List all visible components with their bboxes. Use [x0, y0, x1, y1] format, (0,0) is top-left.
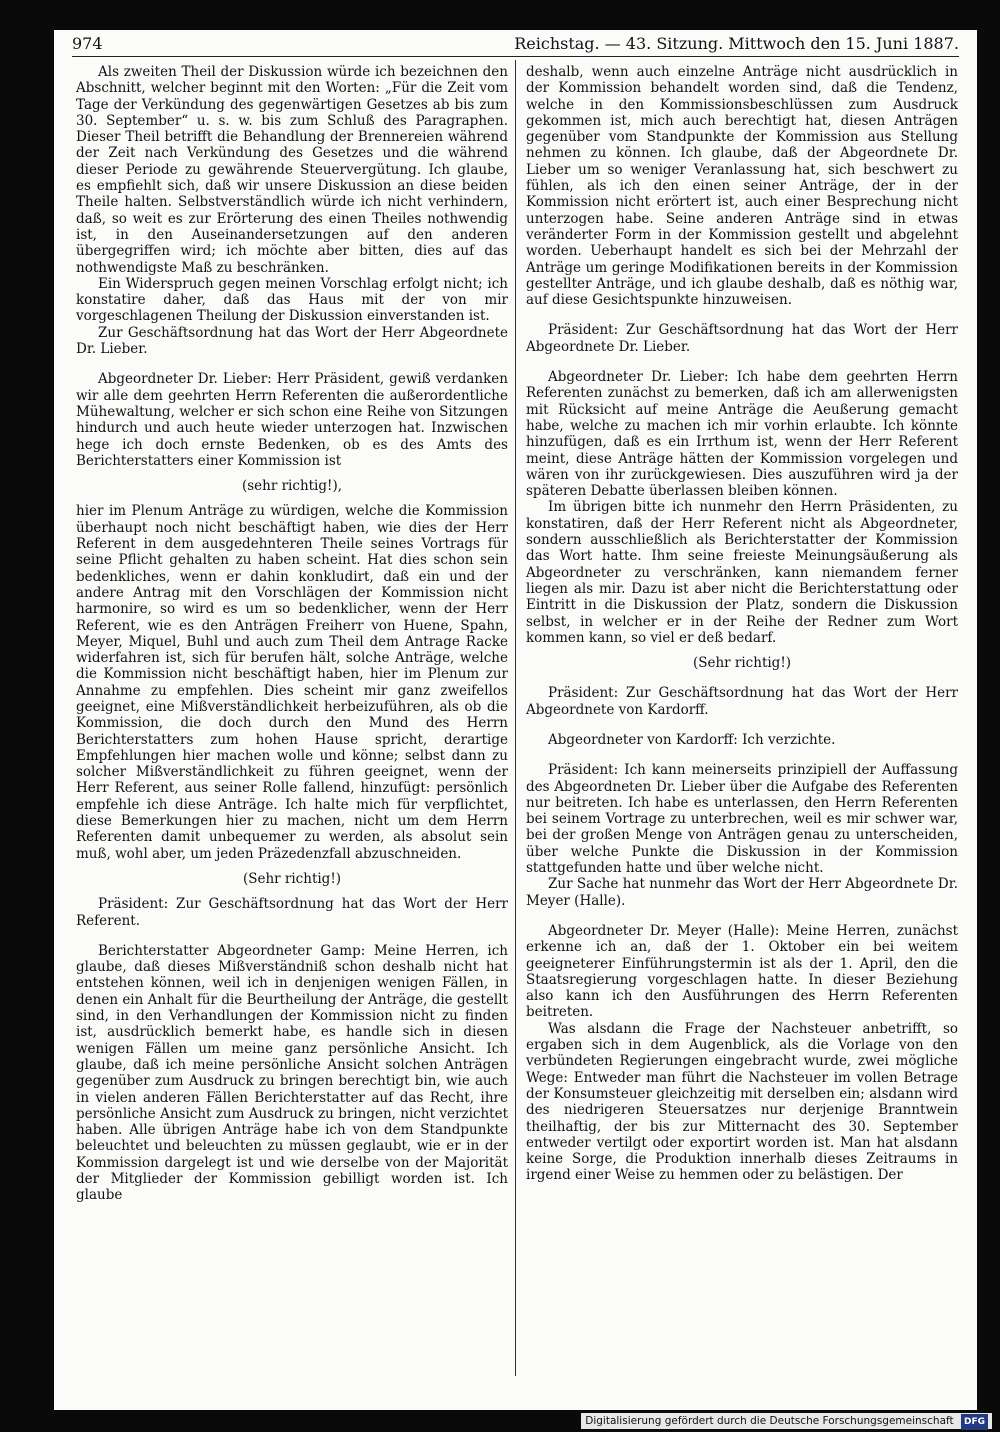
- interjection: (Sehr richtig!): [692, 655, 792, 672]
- funding-footer: [581, 1413, 992, 1429]
- paragraph: Abgeordneter Dr. Lieber: Herr Präsident, gewiß verdanken wir alle dem geehrten Herrn Referenten die außerordentliche Mühewaltung, welcher er sich schon eine Reihe von Sitzungen hindurch und auch heute wieder unterzogen hat. Inzwischen hege ich doch ernste Bedenken, ob es des Amts des Berichterstatters einer Kommission ist: [76, 371, 508, 469]
- paragraph: hier im Plenum Anträge zu würdigen, welche die Kommission überhaupt noch nicht beschäftigt haben, wie dies der Herr Referent in dem ausgedehnteren Theile seines Vortrags für seine Pflicht gehalten zu haben scheint. Hat dies schon sein bedenkliches, wenn er dahin konkludirt, daß ein und der andere Antrag mit den Vorschlägen der Kommission nicht harmonire, so wird es um so bedenklicher, wenn der Herr Referent, wie es den Anträgen Freiherr von Huene, Spahn, Meyer, Miquel, Buhl und auch zum Theil dem Antrage Racke widerfahren ist, sich für berufen hält, solche Anträge, welche die Kommission nicht beschäftigt haben, hier im Plenum zur Annahme zu empfehlen. Dies scheint mir ganz zweifellos geeignet, eine Mißverständlichkeit herbeizuführen, als ob die Kommission, die doch durch den Mund des Herrn Berichterstatters zum hohen Hause spricht, derartige Empfehlungen hier machen wolle und könne; selbst dann zu solcher Mißverständlichkeit zu führen geeignet, wenn der Herr Referent, aus seiner Rolle fallend, hinzufügt: persönlich empfehle ich diese Anträge. Ich halte mich für verpflichtet, diese Bemerkungen hier zu machen, nicht um dem Herrn Referenten damit unbequemer zu werden, als absolut sein muß, wohl aber, um jeden Präzedenzfall abzuschneiden.: [76, 503, 508, 862]
- page-header: [72, 33, 959, 55]
- paragraph: Berichterstatter Abgeordneter Gamp: Meine Herren, ich glaube, daß dieses Mißverständniß schon deshalb nicht hat entstehen können, weil ich in denjenigen wenigen Fällen, in denen ein Anhalt für die Beurtheilung der Anträge, die gestellt sind, in den Verhandlungen der Kommission nicht zu finden ist, ausdrücklich bemerkt habe, es handle sich in diesen wenigen Fällen um meine ganz persönliche Ansicht. Ich glaube, daß ich meine persönliche Ansicht solchen Anträgen gegenüber zum Ausdruck zu bringen berechtigt bin, wie auch in vielen anderen Fällen Berichterstatter auf das Recht, ihre persönliche Ansicht zum Ausdruck zu bringen, nicht verzichtet haben. Alle übrigen Anträge habe ich von dem Standpunkte beleuchtet und beleuchten zu müssen geglaubt, wie er in der Kommission dargelegt ist und wie derselbe von der Majorität der Mitglieder der Kommission gebilligt worden ist. Ich glaube: [76, 942, 508, 1204]
- paragraph: Abgeordneter Dr. Lieber: Ich habe dem geehrten Herrn Referenten zunächst zu bemerken, daß ich am allerwenigsten mit Rücksicht auf meine Anträge die Aeußerung gemacht habe, welche zu machen ich mir vorhin erlaubte. Ich könnte hinzufügen, daß es ein Irrthum ist, wenn der Herr Referent meint, diese Anträge hätten der Kommission vorgelegen und wären von ihr zurückgewiesen. Dies auszuführen wird ja der späteren Debatte überlassen bleiben können.: [526, 369, 958, 500]
- header-rule: [72, 56, 959, 57]
- column-divider: [515, 60, 516, 1376]
- page-title: Reichstag. — 43. Sitzung. Mittwoch den 15. Juni 1887.: [514, 34, 959, 53]
- paragraph: Ein Widerspruch gegen meinen Vorschlag erfolgt nicht; ich konstatire daher, daß das Haus mit der von mir vorgeschlagenen Theilung der Diskussion einverstanden ist.: [76, 275, 508, 325]
- paragraph: Abgeordneter von Kardorff: Ich verzichte.: [548, 731, 836, 748]
- interjection: (Sehr richtig!): [242, 870, 342, 887]
- paragraph: Als zweiten Theil der Diskussion würde ich bezeichnen den Abschnitt, welcher beginnt mit den Worten: „Für die Zeit vom Tage der Verkündung des gegenwärtigen Gesetzes ab bis zum 30. September“ u. s. w. bis zum Schluß des Paragraphen. Dieser Theil betrifft die Behandlung der Brennereien während der Zeit nach Verkündung des Gesetzes und die während dieser Periode zu gewährende Steuervergütung. Ich glaube, es empfiehlt sich, daß wir unsere Diskussion an diese beiden Theile halten. Selbstverständlich würde ich nicht verhindern, daß, so weit es zur Erörterung des einen Theiles nothwendig ist, in den Auseinandersetzungen auf den anderen übergegriffen wird; ich möchte aber bitten, dies auf das nothwendigste Maß zu beschränken.: [76, 64, 508, 276]
- paragraph: Präsident: Zur Geschäftsordnung hat das Wort der Herr Abgeordnete Dr. Lieber.: [526, 322, 958, 355]
- paragraph: Im übrigen bitte ich nunmehr den Herrn Präsidenten, zu konstatiren, daß der Herr Referent nicht als Abgeordneter, sondern ausschließlich als Berichterstatter der Kommission das Wort hatte. Ihm seine freieste Meinungsäußerung als Abgeordneter zu verschränken, kann niemandem ferner liegen als mir. Dazu ist aber nicht die Berichterstattung oder Eintritt in die Diskussion der Platz, sondern die Diskussion selbst, in welcher er in der Reihe der Redner zum Wort kommen kann, so viel er deß bedarf.: [526, 499, 958, 646]
- interjection: (sehr richtig!),: [241, 478, 343, 495]
- funding-text: Digitalisierung gefördert durch die Deutsche Forschungsgemeinschaft: [585, 1415, 954, 1427]
- left-column: [76, 64, 508, 1204]
- paragraph: Zur Sache hat nunmehr das Wort der Herr Abgeordnete Dr. Meyer (Halle).: [526, 876, 958, 909]
- paragraph: Abgeordneter Dr. Meyer (Halle): Meine Herren, zunächst erkenne ich an, daß der 1. Oktober ein bei weitem geeigneterer Einführungstermin ist als der 1. April, den die Staatsregierung vorgeschlagen hatte. In dieser Beziehung also kann ich den Ausführungen des Herrn Referenten beitreten.: [526, 922, 958, 1021]
- paragraph: Zur Geschäftsordnung hat das Wort der Herr Abgeordnete Dr. Lieber.: [76, 324, 508, 358]
- paragraph: Präsident: Zur Geschäftsordnung hat das Wort der Herr Abgeordnete von Kardorff.: [526, 685, 958, 718]
- document-page: [54, 30, 977, 1410]
- paragraph: deshalb, wenn auch einzelne Anträge nicht ausdrücklich in der Kommission behandelt worden sind, daß die Tendenz, welche in den Kommissionsbeschlüssen zum Ausdruck gekommen ist, mich auch berechtigt hat, diesen Anträgen gegenüber vom Standpunkte der Kommission aus Stellung nehmen zu können. Ich glaube, daß der Abgeordnete Dr. Lieber um so weniger Veranlassung hat, sich beschwert zu fühlen, als ich den einen seiner Anträge, der in der Kommission nicht erörtert ist, auch einer Besprechung nicht unterzogen habe. Seine anderen Anträge sind in etwas veränderter Form in der Kommission gestellt und abgelehnt worden. Ueberhaupt handelt es sich bei der Mehrzahl der Anträge um geringe Modifikationen bereits in der Kommission gestellter Anträge, und ich glaube deshalb, daß es nöthig war, auf diese Gesichtspunkte hinzuweisen.: [526, 64, 958, 309]
- paragraph: Präsident: Zur Geschäftsordnung hat das Wort der Herr Referent.: [76, 896, 508, 929]
- paragraph: Was alsdann die Frage der Nachsteuer anbetrifft, so ergaben sich in dem Augenblick, als die Vorlage von den verbündeten Regierungen eingebracht wurde, zwei mögliche Wege: Entweder man führt die Nachsteuer im vollen Betrage der Konsumsteuer gleichzeitig mit derselben ein; alsdann wird des niedrigeren Steuersatzes nur derjenige Branntwein theilhaftig, der bis zur Mitternacht des 30. September entweder vertilgt oder exportirt worden ist. Man hat alsdann keine Sorge, die Produktion innerhalb dieses Zeitraums in irgend einer Weise zu hemmen oder zu belästigen. Der: [526, 1020, 958, 1184]
- dfg-logo: DFG: [961, 1414, 988, 1430]
- page-number: 974: [72, 34, 103, 53]
- right-column: [526, 64, 958, 1184]
- paragraph: Präsident: Ich kann meinerseits prinzipiell der Auffassung des Abgeordneten Dr. Lieber über die Aufgabe des Referenten nur beitreten. Ich habe es unterlassen, den Herrn Referenten bei seinem Vortrage zu unterbrechen, weil es mir schwer war, bei der großen Menge von Anträgen genau zu unterscheiden, über welche Punkte die Diskussion in der Kommission stattgefunden hatte und über welche nicht.: [526, 762, 958, 877]
